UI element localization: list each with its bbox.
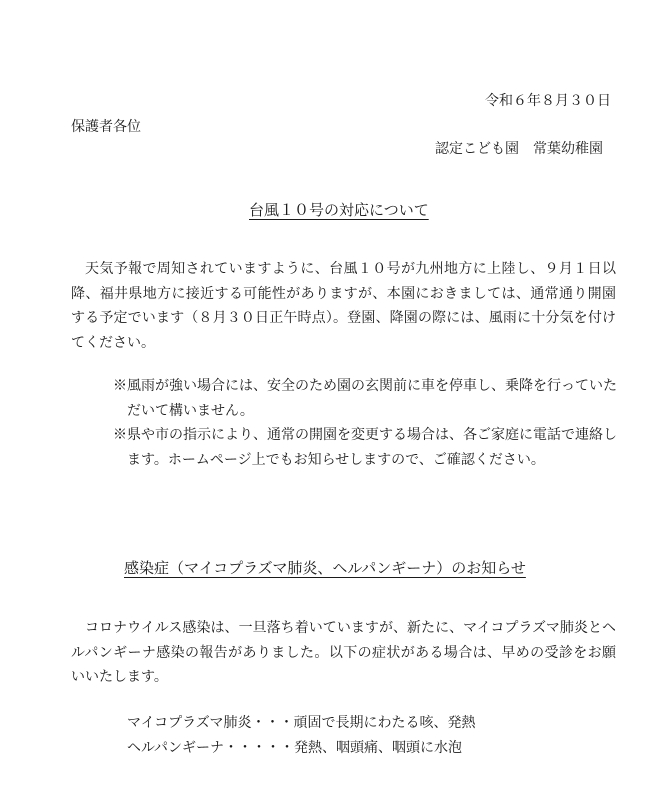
typhoon-notes bbox=[113, 374, 617, 472]
infection-section-title: 感染症（マイコプラズマ肺炎、ヘルパンギーナ）のお知らせ bbox=[124, 559, 526, 577]
symptom-list bbox=[127, 711, 475, 761]
symptom-item: ヘルパンギーナ・・・・・発熱、咽頭痛、咽頭に水泡 bbox=[127, 740, 463, 756]
typhoon-note: ※風雨が強い場合には、安全のため園の玄関前に車を停車し、乗降を行っていただいて構いません。 bbox=[113, 378, 617, 419]
symptom-item: マイコプラズマ肺炎・・・頑固で長期にわたる咳、発熱 bbox=[127, 715, 476, 731]
typhoon-section-body: 天気予報で周知されていますように、台風１０号が九州地方に上陸し、９月１日以降、福井県地方に接近する可能性がありますが、本園におきましては、通常通り開園する予定でいます（８月３０日正午時点）。登園、降園の際には、風雨に十分気を付けてください。 bbox=[71, 261, 616, 351]
sender-line: 認定こども園 常葉幼稚園 bbox=[435, 141, 603, 157]
typhoon-note: ※県や市の指示により、通常の開園を変更する場合は、各ご家庭に電話で連絡します。ホームページ上でもお知らせしますので、ご確認ください。 bbox=[113, 427, 617, 468]
issue-date: 令和６年８月３０日 bbox=[485, 93, 611, 109]
typhoon-section-title: 台風１０号の対応について bbox=[249, 201, 429, 219]
recipient-line: 保護者各位 bbox=[71, 119, 141, 135]
infection-section-body: コロナウイルス感染は、一旦落ち着いていますが、新たに、マイコプラズマ肺炎とヘルパンギーナ感染の報告がありました。以下の症状がある場合は、早めの受診をお願いいたします。 bbox=[71, 620, 616, 685]
